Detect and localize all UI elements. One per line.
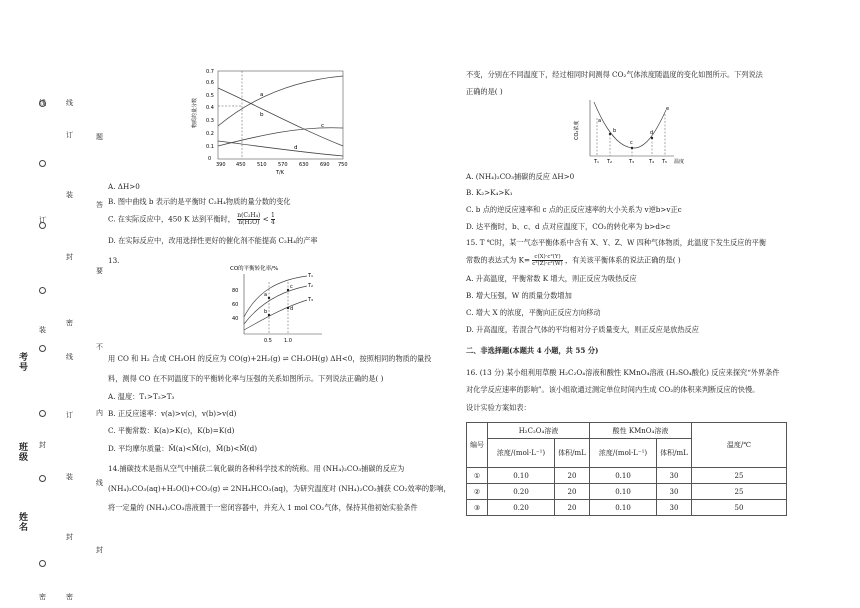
q13-option-c: C. 平衡常数：K(a)>K(c)，K(b)=K(d) <box>108 426 235 435</box>
header-concentration: 浓度/(mol·L⁻¹) <box>488 439 555 468</box>
svg-text:0.7: 0.7 <box>206 69 214 75</box>
svg-text:T₅: T₅ <box>662 159 668 165</box>
q15-option-c: C. 增大 X 的浓度，平衡向正反应方向移动 <box>466 308 601 317</box>
q14-line2: (NH₄)₂CO₃(aq)+H₂O(l)+CO₂(g) ⇌ 2NH₄HCO₃(aq)，为研究温度对 (NH₄)₂CO₃捕获 CO₂效率的影响， <box>108 484 451 493</box>
margin-circle <box>39 345 46 352</box>
svg-text:630: 630 <box>299 162 309 168</box>
q12-option-d: D. 在实际反应中，改用选择性更好的催化剂不能提高 C₂H₄的产率 <box>108 236 318 245</box>
margin-char: 封 <box>66 533 73 541</box>
table-row: ③ 0.20 20 0.10 30 50 <box>467 500 787 516</box>
svg-text:0.2: 0.2 <box>206 131 214 137</box>
margin-char: 内 <box>96 409 103 417</box>
svg-text:0.1: 0.1 <box>206 144 214 150</box>
margin-char: 题 <box>96 133 103 141</box>
header-kmno4: 酸性 KMnO₄溶液 <box>590 423 692 439</box>
svg-text:b: b <box>260 112 264 118</box>
mole-fraction-chart <box>188 66 358 176</box>
q16-line2: 对化学反应速率的影响”。该小组欲通过测定单位时间内生成 CO₂的体积来判断反应的快慢。 <box>466 385 760 394</box>
margin-char: 不 <box>96 343 103 351</box>
header-temperature: 温度/℃ <box>692 423 787 468</box>
q16-line3: 设计实验方案如表： <box>466 403 531 412</box>
header-volume: 体积/mL <box>657 439 692 468</box>
svg-text:T₃: T₃ <box>308 297 314 303</box>
exam-number-label: 考号 <box>17 352 27 372</box>
margin-char: 线 <box>66 353 73 361</box>
q15-line2: 常数的表达式为 K= $\frac{\text{c(X)·c²(Y)}}{\text{c²(Z)·c²(W)}}$ ，有关该平衡体系的说法正确的是( ) <box>466 254 681 267</box>
svg-text:750: 750 <box>338 162 348 168</box>
svg-text:80: 80 <box>232 288 239 294</box>
q13-option-d: D. 平均摩尔质量：M̄(a)<M̄(c)，M̄(b)<M̄(d) <box>108 444 258 453</box>
svg-text:d: d <box>290 306 294 312</box>
svg-text:d: d <box>650 130 654 136</box>
section-heading: 二、非选择题(本题共 4 小题，共 55 分) <box>466 346 599 355</box>
margin-circle <box>39 287 46 294</box>
svg-text:a: a <box>264 292 268 298</box>
svg-text:0.4: 0.4 <box>206 105 214 111</box>
q14-line1: 14.捕碳技术是指从空气中捕获二氧化碳的各种科学技术的统称。用 (NH₄)₂CO₃捕碳的反应为 <box>108 464 405 473</box>
svg-text:c: c <box>290 284 293 290</box>
margin-char: 密 <box>39 593 46 601</box>
svg-text:0.5: 0.5 <box>264 338 272 344</box>
margin-char: 线 <box>96 479 103 487</box>
chart1-ylabel: 物质的量分数 <box>192 97 198 128</box>
margin-char: 订 <box>66 131 73 139</box>
q12-option-b: B. 图中曲线 b 表示的是平衡时 C₂H₄物质的量分数的变化 <box>108 197 291 206</box>
name-label: 姓名 <box>17 512 27 532</box>
svg-text:570: 570 <box>278 162 288 168</box>
q13-option-b: B. 正反应速率：v(a)>v(c)，v(b)>v(d) <box>108 409 237 418</box>
q15-option-a: A. 升高温度，平衡常数 K 增大，则正反应为吸热反应 <box>466 274 637 283</box>
q14-option-b: B. K₂>K₄>K₁ <box>466 188 513 197</box>
svg-text:b: b <box>264 309 268 315</box>
q13-option-a: A. 温度：T₁>T₂>T₃ <box>108 392 175 401</box>
svg-text:e: e <box>666 106 670 112</box>
margin-char: 线 <box>66 99 73 107</box>
chart2-title: CO的平衡转化率/% <box>230 266 279 272</box>
svg-text:0.6: 0.6 <box>206 80 214 86</box>
experiment-table <box>466 422 787 516</box>
q14-line5: 正确的是( ) <box>466 87 503 96</box>
header-volume: 体积/mL <box>555 439 590 468</box>
svg-text:390: 390 <box>216 162 226 168</box>
svg-text:T₁: T₁ <box>594 159 600 165</box>
margin-char: 要 <box>96 267 103 275</box>
margin-circle <box>39 560 46 567</box>
margin-circle <box>39 100 46 107</box>
svg-text:510: 510 <box>257 162 267 168</box>
svg-text:0: 0 <box>208 156 212 162</box>
margin-char: 装 <box>66 473 73 481</box>
q13-number: 13. <box>108 256 120 265</box>
svg-text:d: d <box>294 145 298 151</box>
margin-char: 装 <box>39 326 46 334</box>
chart1-xlabel: T/K <box>276 170 285 176</box>
svg-text:60: 60 <box>232 302 239 308</box>
header-number: 编号 <box>467 423 488 468</box>
margin-circle <box>39 160 46 167</box>
q14-line4: 不变，分别在不同温度下，经过相同时间测得 CO₂气体浓度随温度的变化如图所示。下列说法 <box>466 70 763 79</box>
margin-char: 密 <box>66 319 73 327</box>
header-concentration: 浓度/(mol·L⁻¹) <box>590 439 657 468</box>
chart1-xticks <box>216 162 348 168</box>
header-h2c2o4: H₂C₂O₄溶液 <box>488 423 590 439</box>
q16-line1: 16. (13 分) 某小组利用草酸 H₂C₂O₄溶液和酸性 KMnO₄溶液 (H₂SO₄酸化) 反应来探究“外界条件 <box>466 368 780 377</box>
svg-text:b: b <box>613 128 617 134</box>
svg-text:c: c <box>630 140 633 146</box>
margin-char: 订 <box>39 216 46 224</box>
svg-text:450: 450 <box>236 162 246 168</box>
q14-line3: 将一定量的 (NH₄)₂CO₃溶液置于一密闭容器中，并充入 1 mol CO₂气体，保持其他初始实验条件 <box>108 503 418 512</box>
q15-option-d: D. 升高温度，若混合气体的平均相对分子质量变大，则正反应是放热反应 <box>466 325 699 334</box>
chart3-xlabel: 温度 <box>674 159 685 165</box>
co2-concentration-chart <box>570 96 690 168</box>
table-row: ② 0.20 20 0.10 30 25 <box>467 484 787 500</box>
q12-option-a: A. ΔH>0 <box>108 182 140 191</box>
svg-text:T₄: T₄ <box>649 159 655 165</box>
q12-option-c: C. 在实际反应中，450 K 达到平衡时， $\frac{\text{n(C₂H₄)}}{\text{n(H₂O)}}$ < $\frac{1}{4}$ <box>108 212 275 226</box>
svg-text:a: a <box>260 92 264 98</box>
curve-d <box>218 141 343 156</box>
margin-char: 密 <box>66 593 73 601</box>
co-conversion-chart <box>222 262 337 346</box>
margin-char: 封 <box>96 546 103 554</box>
margin-char: 答 <box>96 201 103 209</box>
margin-char: 封 <box>66 253 73 261</box>
margin-char: 装 <box>66 191 73 199</box>
svg-text:1.0: 1.0 <box>284 338 292 344</box>
svg-text:c: c <box>321 123 325 129</box>
q14-option-d: D. 达平衡时，b、c、d 点对应温度下，CO₂的转化率为 b>d>c <box>466 222 670 231</box>
margin-char: 线 <box>39 99 46 107</box>
svg-text:T₁: T₁ <box>308 273 314 279</box>
q14-option-c: C. b 点的逆反应速率和 c 点的正反应速率的大小关系为 v逆b>v正c <box>466 205 682 214</box>
svg-text:T₂: T₂ <box>308 283 314 289</box>
svg-text:a: a <box>598 118 602 124</box>
chart1-yticks <box>206 69 214 162</box>
svg-text:T₃: T₃ <box>629 159 635 165</box>
q14-option-a: A. (NH₄)₂CO₃捕碳的反应 ΔH>0 <box>466 172 575 181</box>
chart3-ylabel: CO₂浓度 <box>574 120 580 140</box>
curve-b <box>218 88 343 146</box>
margin-circle <box>39 410 46 417</box>
curve-a <box>218 76 343 126</box>
q13-stem-line1: 用 CO 和 H₂ 合成 CH₃OH 的反应为 CO(g)+2H₂(g) ⇌ CH₃OH(g) ΔH<0，按照相同的物质的量投 <box>108 354 432 363</box>
svg-text:0.5: 0.5 <box>206 93 214 99</box>
svg-text:0.3: 0.3 <box>206 118 214 124</box>
margin-circle <box>39 222 46 229</box>
svg-text:40: 40 <box>232 316 239 322</box>
q15-line1: 15. T ℃时，某一气态平衡体系中含有 X、Y、Z、W 四种气体物质，此温度下发生反应的平衡 <box>466 238 767 247</box>
class-label: 班级 <box>17 442 27 462</box>
margin-circle <box>39 475 46 482</box>
q13-stem-line2: 料，测得 CO 在不同温度下的平衡转化率与压强的关系如图所示。下列说法正确的是( ) <box>108 374 384 383</box>
q15-option-b: B. 增大压强，W 的质量分数增加 <box>466 291 572 300</box>
margin-char: 封 <box>39 441 46 449</box>
svg-text:T₂: T₂ <box>607 159 613 165</box>
table-row: ① 0.10 20 0.10 30 25 <box>467 468 787 484</box>
svg-text:690: 690 <box>320 162 330 168</box>
margin-char: 订 <box>66 411 73 419</box>
